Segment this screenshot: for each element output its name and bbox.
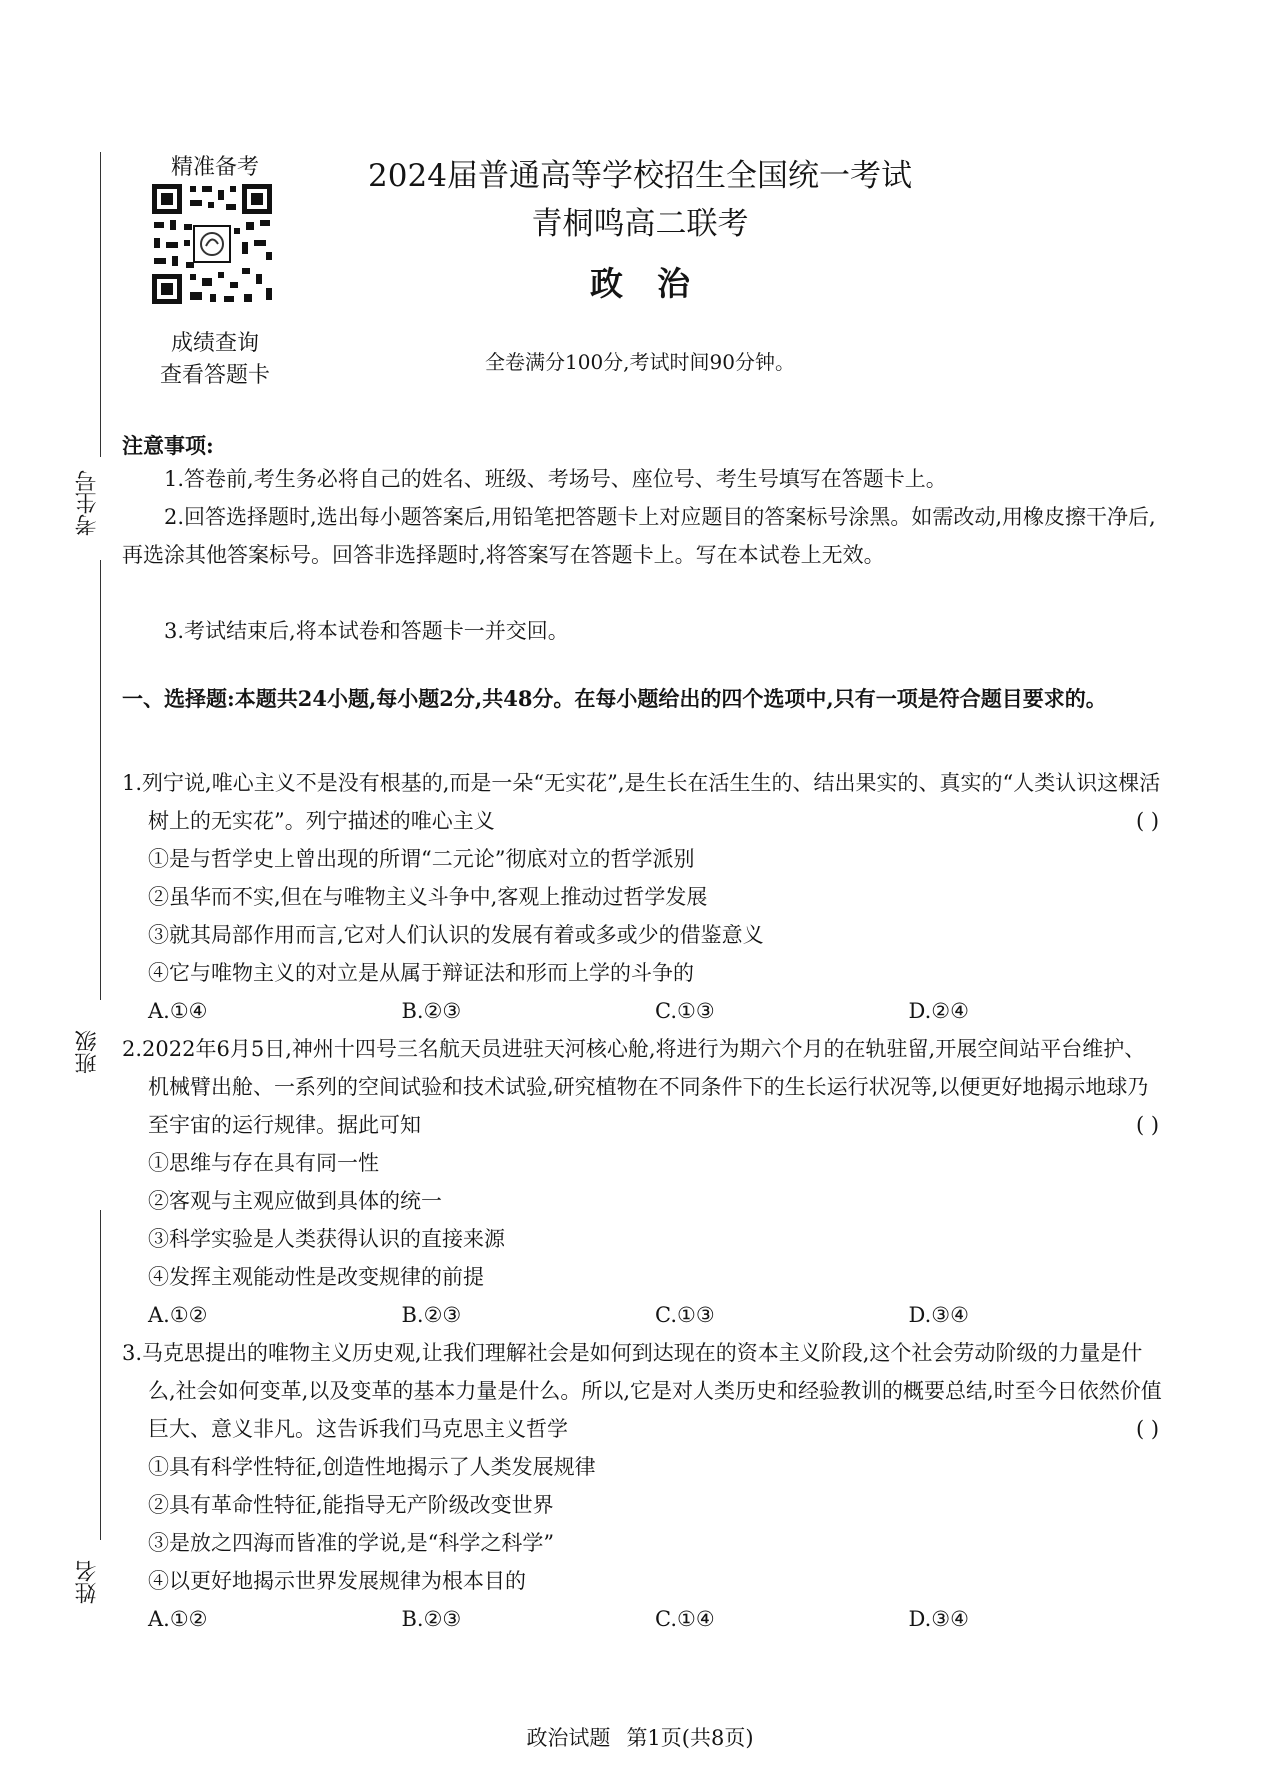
option-item: ④发挥主观能动性是改变规律的前提	[148, 1265, 484, 1289]
option-item: ①具有科学性特征,创造性地揭示了人类发展规律	[148, 1455, 596, 1479]
footer-page-number: 第1页(共8页)	[626, 1726, 754, 1750]
question-stem: 2.2022年6月5日,神州十四号三名航天员进驻天河核心舱,将进行为期六个月的在轨驻留,开展空间站平台维护、机械臂出舱、一系列的空间试验和技术试验,研究植物在不同条件下的生长运行状况等,以便更好地揭示地球乃至宇宙的运行规律。据此可知 ( )	[122, 1037, 1160, 1137]
choice-b: B.②③	[401, 999, 462, 1023]
class-label: 班级	[75, 1030, 100, 1074]
choice-b: B.②③	[401, 1607, 462, 1631]
note-item: 1.答卷前,考生务必将自己的姓名、班级、考场号、座位号、考生号填写在答题卡上。	[164, 467, 947, 491]
option-item: ②虽华而不实,但在与唯物主义斗争中,客观上推动过哲学发展	[148, 885, 708, 909]
choice-d: D.③④	[908, 1303, 969, 1327]
margin-line	[100, 152, 101, 457]
footer-subject: 政治试题	[526, 1726, 611, 1750]
choice-a: A.①④	[148, 999, 208, 1023]
note-item: 2.回答选择题时,选出每小题答案后,用铅笔把答题卡上对应题目的答案标号涂黑。如需改动,用橡皮擦干净后,再选涂其他答案标号。回答非选择题时,将答案写在答题卡上。写在本试卷上无效。	[122, 505, 1156, 567]
notes-title: 注意事项:	[122, 433, 214, 458]
choice-c: C.①③	[655, 999, 715, 1023]
qr-caption-answer-card: 查看答题卡	[159, 363, 270, 388]
qr-caption-top: 精准备考	[170, 155, 259, 180]
question-stem: 3.马克思提出的唯物主义历史观,让我们理解社会是如何到达现在的资本主义阶段,这个社会劳动阶级的力量是什么,社会如何变革,以及变革的基本力量是什么。所以,它是对人类历史和经验教训的概要总结,时至今日依然价值巨大、意义非凡。这告诉我们马克思主义哲学 ( )	[122, 1341, 1162, 1441]
page-footer	[0, 1722, 1280, 1752]
exam-number-label: 考生号	[75, 470, 100, 536]
question-3	[122, 1334, 1162, 1638]
option-item: ③是放之四海而皆准的学说,是“科学之科学”	[148, 1531, 555, 1555]
choice-d: D.②④	[908, 999, 969, 1023]
qr-caption-score: 成绩查询	[170, 331, 259, 356]
option-item: ②具有革命性特征,能指导无产阶级改变世界	[148, 1493, 554, 1517]
answer-choices	[122, 1600, 1162, 1638]
subject-title: 政治	[590, 264, 724, 303]
margin-line	[100, 560, 101, 1000]
exam-title: 2024届普通高等学校招生全国统一考试	[368, 158, 912, 194]
option-item: ③科学实验是人类获得认识的直接来源	[148, 1227, 505, 1251]
choice-a: A.①②	[148, 1303, 208, 1327]
option-item: ④它与唯物主义的对立是从属于辩证法和形而上学的斗争的	[148, 961, 694, 985]
answer-choices	[122, 992, 1162, 1030]
section-heading: 一、选择题:本题共24小题,每小题2分,共48分。在每小题给出的四个选项中,只有一项是符合题目要求的。	[122, 686, 1107, 711]
question-2	[122, 1030, 1162, 1334]
choice-a: A.①②	[148, 1607, 208, 1631]
qr-code	[150, 182, 274, 306]
answer-choices	[122, 1296, 1162, 1334]
option-item: ①思维与存在具有同一性	[148, 1151, 379, 1175]
note-item: 3.考试结束后,将本试卷和答题卡一并交回。	[164, 619, 569, 643]
choice-c: C.①④	[655, 1607, 715, 1631]
option-item: ①是与哲学史上曾出现的所谓“二元论”彻底对立的哲学派别	[148, 847, 695, 871]
option-item: ②客观与主观应做到具体的统一	[148, 1189, 442, 1213]
option-item: ④以更好地揭示世界发展规律为根本目的	[148, 1569, 526, 1593]
margin-line	[100, 1210, 101, 1540]
choice-c: C.①③	[655, 1303, 715, 1327]
choice-b: B.②③	[401, 1303, 462, 1327]
full-score-note: 全卷满分100分,考试时间90分钟。	[485, 350, 795, 374]
name-label: 姓名	[75, 1560, 100, 1604]
option-item: ③就其局部作用而言,它对人们认识的发展有着或多或少的借鉴意义	[148, 923, 764, 947]
choice-d: D.③④	[908, 1607, 969, 1631]
question-stem: 1.列宁说,唯心主义不是没有根基的,而是一朵“无实花”,是生长在活生生的、结出果实的、真实的“人类认识这棵活树上的无实花”。列宁描述的唯心主义 ( )	[122, 771, 1161, 833]
exam-subtitle: 青桐鸣高二联考	[531, 206, 749, 242]
question-1	[122, 764, 1162, 1030]
